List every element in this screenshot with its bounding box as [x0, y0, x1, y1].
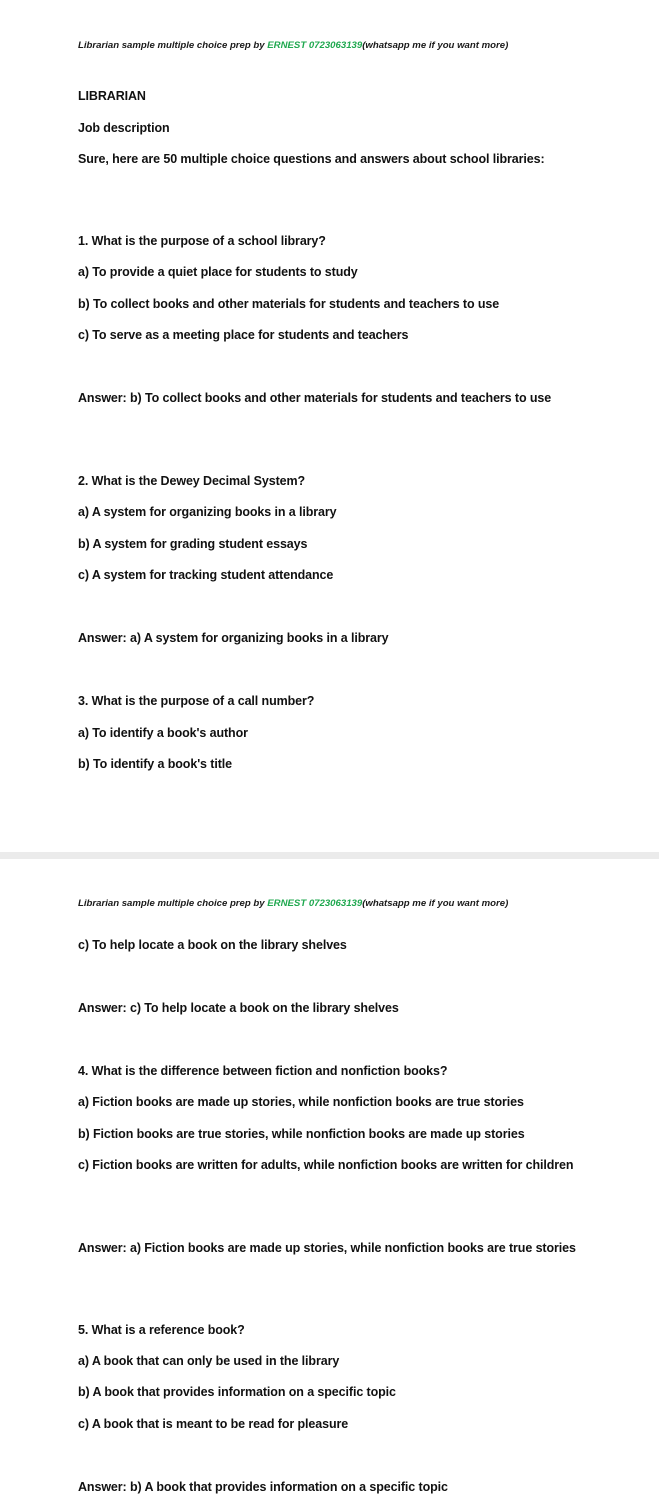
question-2-option-a: a) A system for organizing books in a library: [78, 505, 337, 519]
question-5-option-b: b) A book that provides information on a specific topic: [78, 1385, 396, 1399]
header-suffix: (whatsapp me if you want more): [362, 898, 509, 909]
question-1-option-c: c) To serve as a meeting place for students and teachers: [78, 328, 409, 342]
question-4-option-c: c) Fiction books are written for adults, while nonfiction books are written for children: [78, 1158, 574, 1172]
question-3-option-a: a) To identify a book's author: [78, 726, 248, 740]
header-prefix: Librarian sample multiple choice prep by: [78, 898, 268, 909]
header-contact: ERNEST 0723063139: [267, 40, 363, 51]
header-contact: ERNEST 0723063139: [267, 898, 363, 909]
question-1-option-a: a) To provide a quiet place for students to study: [78, 265, 358, 279]
document-subtitle: Job description: [78, 121, 170, 135]
question-1-option-b: b) To collect books and other materials for students and teachers to use: [78, 297, 500, 311]
document-page-2: [0, 859, 659, 1500]
page-header: [78, 898, 638, 910]
question-2-option-b: b) A system for grading student essays: [78, 537, 308, 551]
question-2-option-c: c) A system for tracking student attendance: [78, 568, 334, 582]
intro-paragraph: Sure, here are 50 multiple choice questions and answers about school libraries:: [78, 152, 545, 166]
question-2-answer: Answer: a) A system for organizing books in a library: [78, 631, 389, 645]
header-prefix: Librarian sample multiple choice prep by: [78, 40, 268, 51]
page-separator: [0, 852, 659, 859]
question-2: 2. What is the Dewey Decimal System?: [78, 474, 306, 488]
header-suffix: (whatsapp me if you want more): [362, 40, 509, 51]
question-5-option-a: a) A book that can only be used in the library: [78, 1354, 340, 1368]
question-5: 5. What is a reference book?: [78, 1323, 245, 1337]
question-3-answer: Answer: c) To help locate a book on the library shelves: [78, 1001, 399, 1015]
question-3-option-b: b) To identify a book's title: [78, 757, 233, 771]
question-5-answer: Answer: b) A book that provides information on a specific topic: [78, 1480, 448, 1494]
question-1-answer: Answer: b) To collect books and other materials for students and teachers to use: [78, 391, 552, 405]
page-header: [78, 40, 638, 52]
question-4: 4. What is the difference between fiction and nonfiction books?: [78, 1064, 448, 1078]
question-4-option-a: a) Fiction books are made up stories, while nonfiction books are true stories: [78, 1095, 524, 1109]
document-title: LIBRARIAN: [78, 89, 146, 103]
question-1: 1. What is the purpose of a school library?: [78, 234, 326, 248]
question-4-answer: Answer: a) Fiction books are made up stories, while nonfiction books are true stories: [78, 1241, 576, 1255]
question-4-option-b: b) Fiction books are true stories, while nonfiction books are made up stories: [78, 1127, 525, 1141]
question-5-option-c: c) A book that is meant to be read for pleasure: [78, 1417, 349, 1431]
question-3: 3. What is the purpose of a call number?: [78, 694, 315, 708]
question-3-option-c: c) To help locate a book on the library shelves: [78, 938, 347, 952]
